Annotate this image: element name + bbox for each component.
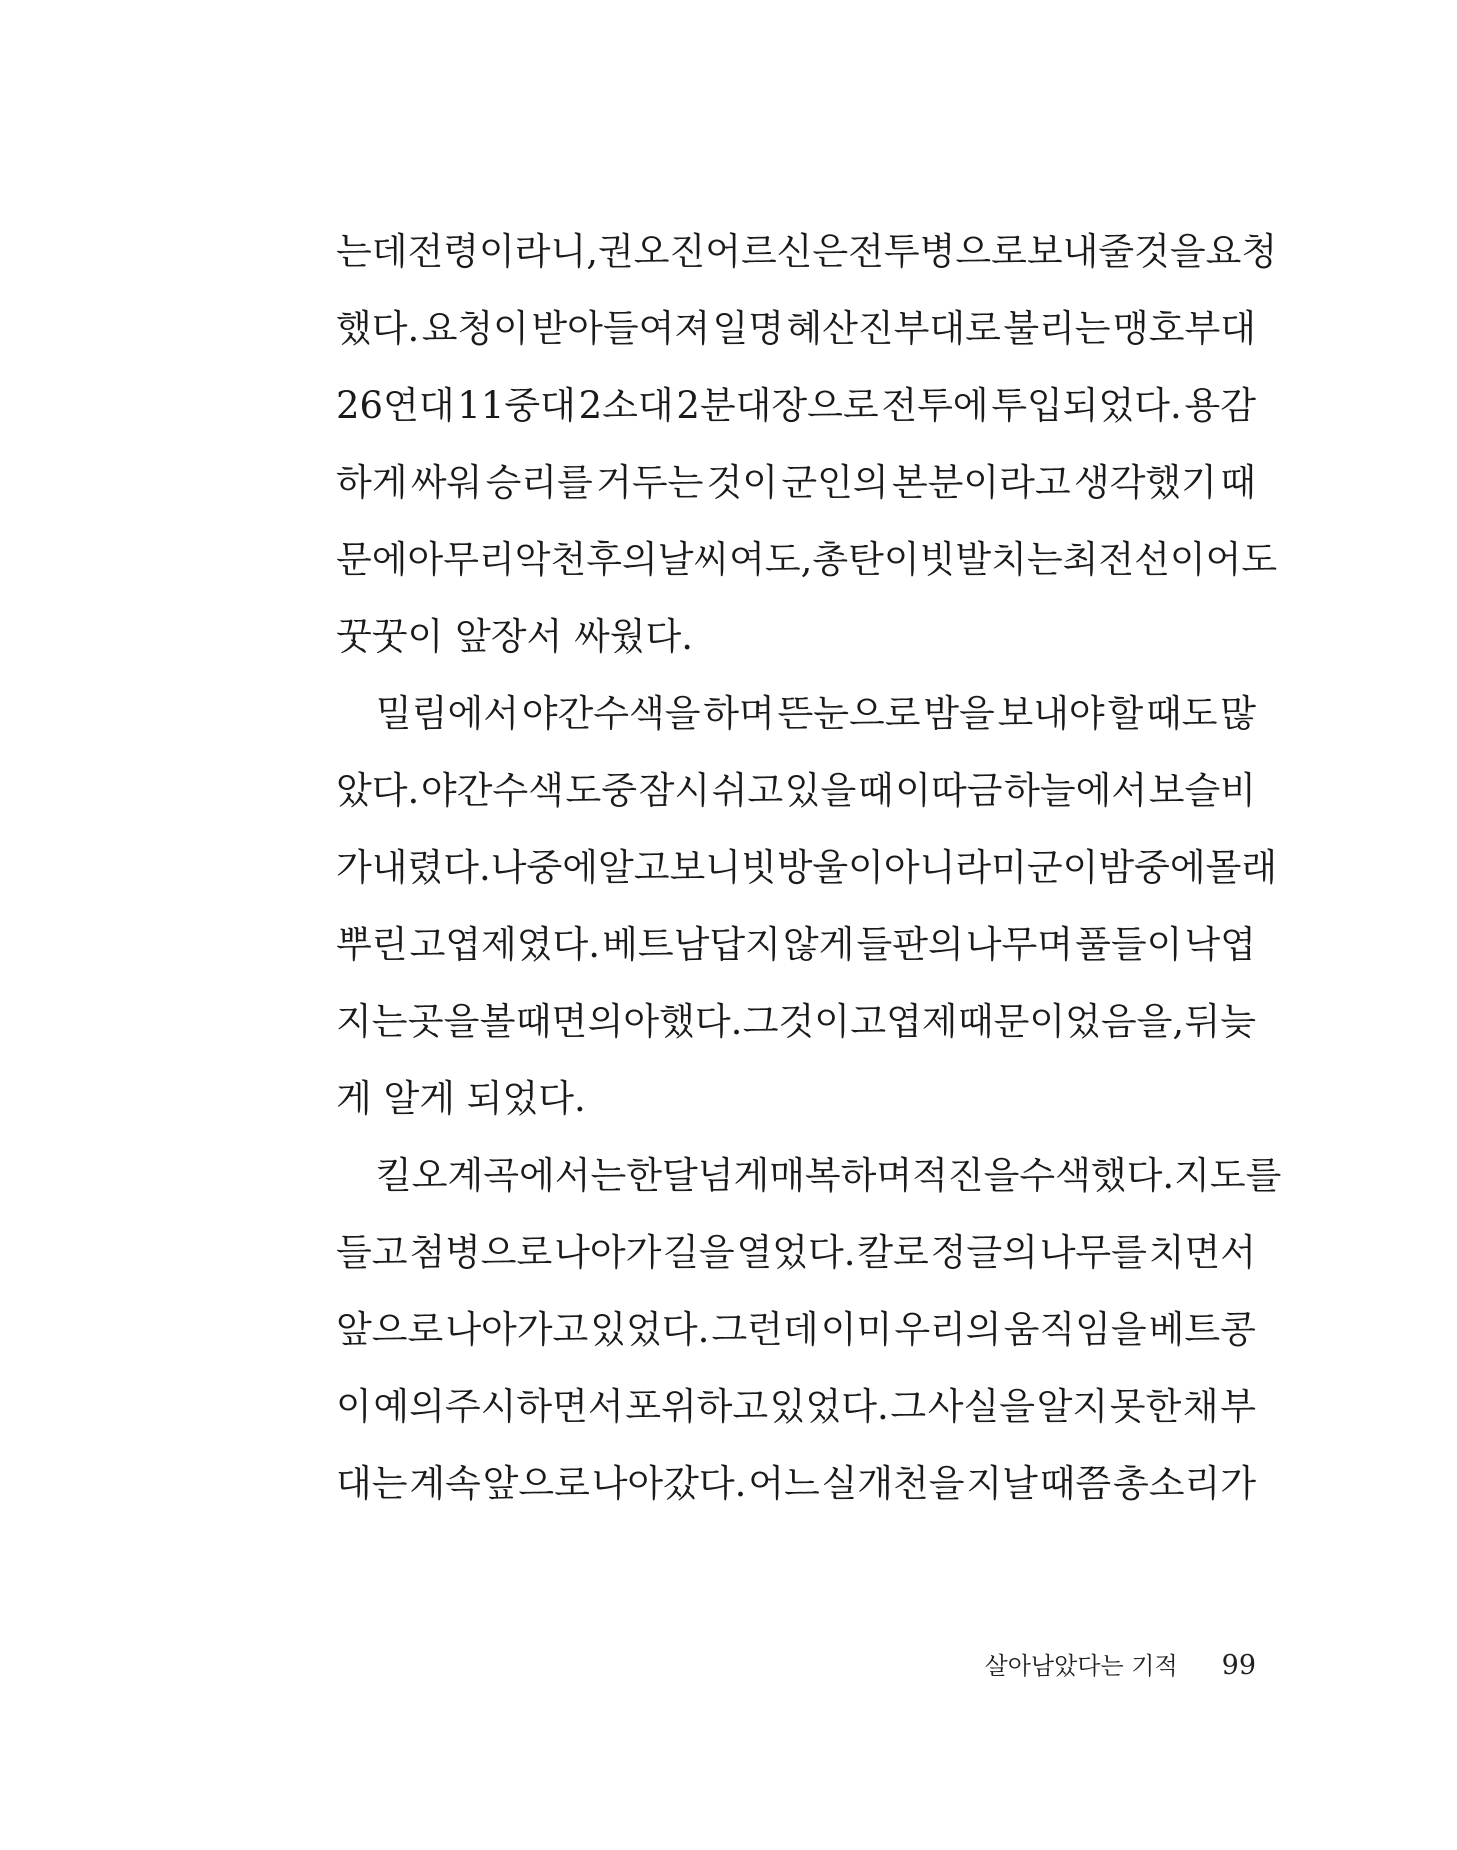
word: 내렸다. xyxy=(371,846,491,889)
word: 칼로 xyxy=(857,1231,929,1274)
word: 넘게 xyxy=(697,1154,770,1197)
word: 이 xyxy=(336,1385,372,1428)
word: 았다. xyxy=(336,769,420,812)
word: 알고 xyxy=(597,846,670,889)
paragraph-first-line xyxy=(336,686,1256,763)
text-line-last: 꿋꿋이 앞장서 싸웠다. xyxy=(336,615,693,658)
word: 채 xyxy=(1182,1385,1219,1428)
word: 빗발치는 xyxy=(919,538,1063,581)
word: 계속 xyxy=(409,1462,481,1505)
word: 치면서 xyxy=(1148,1231,1256,1274)
page-number: 99 xyxy=(1221,1650,1256,1681)
body-text xyxy=(336,224,1282,1533)
word: 하늘에서 xyxy=(1004,769,1148,812)
word: 2분대장으로 xyxy=(676,384,879,427)
word: 때문이었음을, xyxy=(957,1000,1185,1043)
word: 나무를 xyxy=(1039,1231,1147,1274)
text-line xyxy=(336,532,1278,609)
text-line xyxy=(336,763,1256,840)
word: 밤중에 xyxy=(1098,846,1206,889)
word: 지도를 xyxy=(1174,1154,1282,1197)
word: 그것이 xyxy=(742,1000,850,1043)
word: 야간수색 xyxy=(420,769,564,812)
word: 잠시 xyxy=(638,769,711,812)
word: 베트콩 xyxy=(1148,1308,1256,1351)
word: 매복하며 xyxy=(769,1154,913,1197)
word: 보내야 xyxy=(997,692,1105,735)
word: 전투병으로 xyxy=(848,230,1027,273)
word: 많 xyxy=(1220,692,1256,735)
word: 때도 xyxy=(1145,692,1218,735)
word: 하며 xyxy=(703,692,775,735)
word: 실개천을 xyxy=(821,1462,965,1505)
word: 생각했기 xyxy=(1073,461,1217,504)
page-footer xyxy=(985,1646,1256,1681)
word: 나중에 xyxy=(490,846,598,889)
text-line xyxy=(336,917,1256,994)
word: 문에 xyxy=(336,538,408,581)
word: 2소대 xyxy=(578,384,674,427)
word: 했다. xyxy=(336,307,420,350)
word: 뒤늦 xyxy=(1184,1000,1256,1043)
text-line xyxy=(336,1225,1256,1302)
word: 어르신은 xyxy=(705,230,849,273)
word: 총소리가 xyxy=(1112,1462,1256,1505)
word: 보니 xyxy=(669,846,741,889)
word: 부 xyxy=(1220,1385,1256,1428)
word: 않게 xyxy=(782,923,855,966)
word: 앞으로 xyxy=(482,1462,590,1505)
word: 전투에 xyxy=(881,384,989,427)
word: 때 xyxy=(857,769,894,812)
word: 것을 xyxy=(1134,230,1206,273)
word: 정글의 xyxy=(930,1231,1038,1274)
word: 맹호부대 xyxy=(1113,307,1256,350)
word: 있을 xyxy=(784,769,857,812)
word: 날씨여도, xyxy=(657,538,813,581)
word: 열었다. xyxy=(736,1231,856,1274)
word: 보내줄 xyxy=(1026,230,1135,273)
word: 못한 xyxy=(1109,1385,1182,1428)
word: 적진을 xyxy=(912,1154,1020,1197)
word: 풀들이 xyxy=(1075,923,1183,966)
text-line xyxy=(336,455,1256,532)
word: 알지 xyxy=(1036,1385,1109,1428)
text-line xyxy=(336,840,1278,917)
word: 고엽제 xyxy=(850,1000,958,1043)
text-line xyxy=(336,1456,1256,1533)
word: 할 xyxy=(1107,692,1144,735)
word: 대는 xyxy=(336,1462,408,1505)
word: 아니라 xyxy=(883,846,992,889)
word: 때쯤 xyxy=(1039,1462,1112,1505)
word: 이미 xyxy=(820,1308,893,1351)
word: 수색했다. xyxy=(1019,1154,1175,1197)
word: 권오진 xyxy=(597,230,706,273)
word: 거두는 xyxy=(596,461,704,504)
word: 뿌린 xyxy=(336,923,408,966)
word: 곳을 xyxy=(407,1000,480,1043)
word: 포위하고 xyxy=(625,1385,769,1428)
word: 용감 xyxy=(1184,384,1256,427)
word: 는데 xyxy=(336,230,408,273)
word: 때면 xyxy=(515,1000,588,1043)
word: 최전선이어도 xyxy=(1062,538,1278,581)
word: 가 xyxy=(336,846,372,889)
word: 길을 xyxy=(663,1231,735,1274)
word: 전령이라니, xyxy=(407,230,598,273)
word: 나아가고 xyxy=(445,1308,589,1351)
word: 나아갔다. xyxy=(591,1462,747,1505)
word: 투입되었다. xyxy=(991,384,1182,427)
word: 뜬눈으로 xyxy=(777,692,921,735)
word: 도중 xyxy=(565,769,637,812)
word: 몰래 xyxy=(1205,846,1278,889)
word: 26연대 xyxy=(336,384,455,427)
word: 야간수색을 xyxy=(521,692,701,735)
text-line xyxy=(336,378,1256,455)
word: 한 xyxy=(626,1154,662,1197)
word: 요청이 xyxy=(421,307,529,350)
word: 볼 xyxy=(479,1000,516,1043)
text-line-last: 게 알게 되었다. xyxy=(336,1077,586,1120)
word: 불리는 xyxy=(1003,307,1111,350)
word: 아무리 xyxy=(407,538,515,581)
word: 지날 xyxy=(966,1462,1038,1505)
word: 군인의 xyxy=(781,461,889,504)
word: 베트남답지 xyxy=(602,923,781,966)
word: 보슬비 xyxy=(1148,769,1256,812)
word: 나무며 xyxy=(965,923,1074,966)
word: 이따금 xyxy=(895,769,1003,812)
word: 들판의 xyxy=(856,923,964,966)
text-line xyxy=(336,1302,1256,1379)
text-line xyxy=(336,301,1256,378)
word: 달 xyxy=(661,1154,698,1197)
word: 사실을 xyxy=(927,1385,1036,1428)
word: 들고 xyxy=(336,1231,408,1274)
word: 받아들여져 xyxy=(531,307,711,350)
word: 밤을 xyxy=(923,692,995,735)
word: 의아했다. xyxy=(587,1000,743,1043)
text-line xyxy=(336,994,1256,1071)
word: 고엽제였다. xyxy=(409,923,601,966)
word: 밀림에서 xyxy=(376,692,519,735)
word: 총탄이 xyxy=(812,538,920,581)
word: 어느 xyxy=(748,1462,820,1505)
word: 예의주시하면서 xyxy=(373,1385,624,1428)
word: 첨병으로 xyxy=(409,1231,553,1274)
word: 그 xyxy=(890,1385,927,1428)
word: 본분이라고 xyxy=(891,461,1071,504)
word: 요청 xyxy=(1205,230,1278,273)
word: 혜산진부대로 xyxy=(786,307,1001,350)
text-line xyxy=(336,1379,1256,1456)
text-line xyxy=(336,224,1278,301)
word: 움직임을 xyxy=(1003,1308,1147,1351)
running-title: 살아남았다는 기적 xyxy=(984,1652,1178,1680)
word: 있었다. xyxy=(590,1308,710,1351)
word: 앞으로 xyxy=(336,1308,444,1351)
word: 우리의 xyxy=(894,1308,1002,1351)
word: 킬오계곡에서는 xyxy=(376,1154,627,1197)
word: 싸워 xyxy=(410,461,483,504)
word: 것이 xyxy=(706,461,779,504)
word: 악천후의 xyxy=(514,538,658,581)
word: 낙엽 xyxy=(1184,923,1256,966)
word: 승리를 xyxy=(485,461,593,504)
word: 나아가 xyxy=(554,1231,662,1274)
word: 때 xyxy=(1220,461,1256,504)
word: 그런데 xyxy=(711,1308,819,1351)
word: 있었다. xyxy=(769,1385,889,1428)
word: 쉬고 xyxy=(711,769,784,812)
word: 미군이 xyxy=(991,846,1099,889)
paragraph-first-line xyxy=(336,1148,1282,1225)
word: 빗방울이 xyxy=(740,846,884,889)
word: 지는 xyxy=(336,1000,408,1043)
word: 하게 xyxy=(336,461,408,504)
word: 일명 xyxy=(712,307,784,350)
word: 11중대 xyxy=(457,384,576,427)
